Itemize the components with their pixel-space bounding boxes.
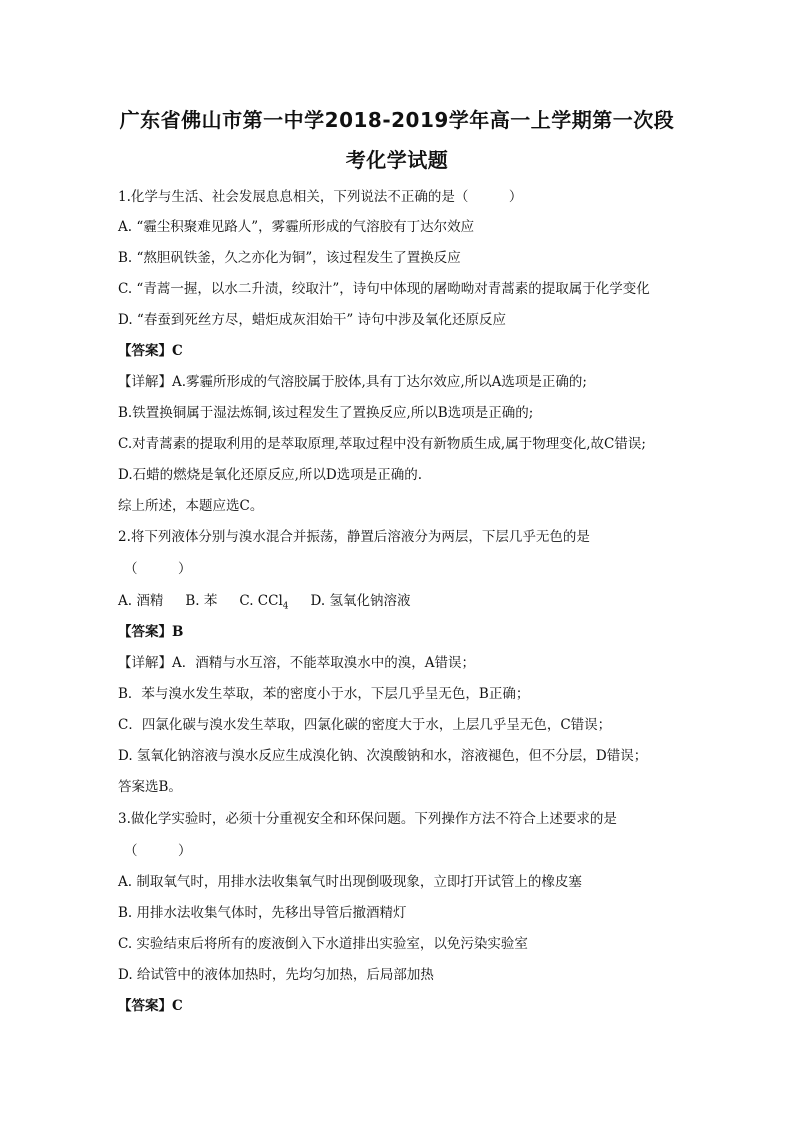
question-1-conclusion: 综上所述，本题应选C。 <box>118 498 264 514</box>
question-2-option-b: B. 苯 <box>185 593 218 609</box>
question-1-option-b: B. “熬胆矾铁釜，久之亦化为铜”，该过程发生了置换反应 <box>118 250 461 266</box>
question-1-analysis-line: B.铁置换铜属于湿法炼铜,该过程发生了置换反应,所以B选项是正确的; <box>118 405 534 421</box>
question-3-option-d: D. 给试管中的液体加热时，先均匀加热，后局部加热 <box>118 967 434 983</box>
question-1-option-a: A. “霾尘积聚难见路人”，雾霾所形成的气溶胶有丁达尔效应 <box>118 219 475 235</box>
document-title-line-1: 广东省佛山市第一中学2018-2019学年高一上学期第一次段 <box>119 108 675 132</box>
question-2-analysis-line: 【详解】A．酒精与水互溶，不能萃取溴水中的溴，A错误； <box>118 655 475 671</box>
question-2-analysis-line: D. 氢氧化钠溶液与溴水反应生成溴化钠、次溴酸钠和水，溶液褪色，但不分层，D错误； <box>118 748 648 764</box>
document-title-line-2: 考化学试题 <box>345 148 449 172</box>
question-1-analysis-line: D.石蜡的燃烧是氧化还原反应,所以D选项是正确的. <box>118 467 423 483</box>
question-2-option-d: D. 氢氧化钠溶液 <box>310 593 411 609</box>
question-3-answer: 【答案】C <box>118 998 183 1014</box>
question-2-analysis-line: C．四氯化碳与溴水发生萃取，四氯化碳的密度大于水，上层几乎呈无色，C错误； <box>118 717 612 733</box>
question-3-option-c: C. 实验结束后将所有的废液倒入下水道排出实验室，以免污染实验室 <box>118 936 528 952</box>
question-2-answer-paren: （ ） <box>124 561 192 577</box>
question-1-option-d: D. “春蚕到死丝方尽，蜡炬成灰泪始干” 诗句中涉及氧化还原反应 <box>118 312 507 328</box>
question-2-option-c: C. CCl$_4$ <box>239 593 289 612</box>
question-3-answer-paren: （ ） <box>124 843 192 859</box>
ccl4-subscript: 4 <box>282 601 289 612</box>
question-1-analysis-line: C.对青蒿素的提取利用的是萃取原理,萃取过程中没有新物质生成,属于物理变化,故C错误; <box>118 436 646 452</box>
question-1-stem: 1.化学与生活、社会发展息息相关，下列说法不正确的是（ ） <box>118 189 523 205</box>
question-2-answer: 【答案】B <box>118 624 184 640</box>
question-3-option-a: A. 制取氧气时，用排水法收集氧气时出现倒吸现象，立即打开试管上的橡皮塞 <box>118 874 582 890</box>
question-2-conclusion: 答案选B。 <box>118 779 182 795</box>
question-2-options <box>118 592 410 616</box>
question-2-option-a: A. 酒精 <box>118 593 164 609</box>
question-3-stem: 3.做化学实验时，必须十分重视安全和环保问题。下列操作方法不符合上述要求的是 <box>118 811 617 827</box>
question-2-stem: 2.将下列液体分别与溴水混合并振荡，静置后溶液分为两层，下层几乎无色的是 <box>118 529 590 545</box>
question-1-analysis-line: 【详解】A.雾霾所形成的气溶胶属于胶体,具有丁达尔效应,所以A选项是正确的; <box>118 374 587 390</box>
question-1-option-c: C. “青蒿一握，以水二升渍，绞取汁”，诗句中体现的屠呦呦对青蒿素的提取属于化学变化 <box>118 281 650 297</box>
question-3-option-b: B. 用排水法收集气体时，先移出导管后撤酒精灯 <box>118 905 407 921</box>
question-2-analysis-line: B．苯与溴水发生萃取，苯的密度小于水，下层几乎呈无色，B正确； <box>118 686 530 702</box>
question-1-answer: 【答案】C <box>118 343 183 359</box>
